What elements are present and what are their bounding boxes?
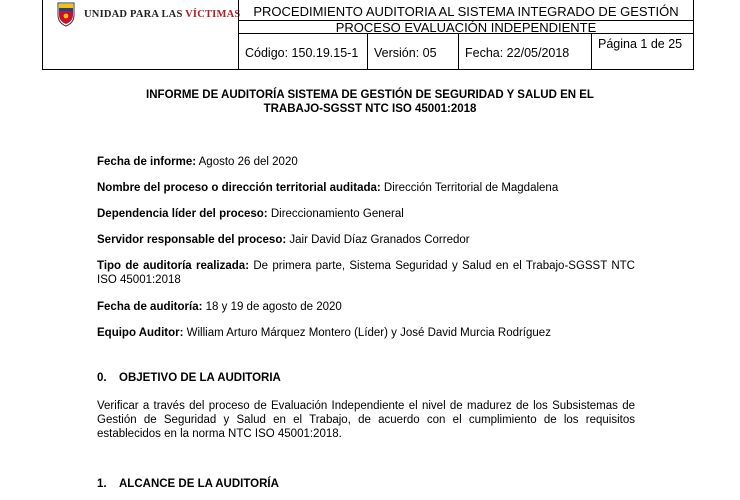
field-label: Equipo Auditor: xyxy=(97,327,184,339)
field-label: Servidor responsable del proceso: xyxy=(97,234,287,246)
field-report-date xyxy=(97,155,635,169)
field-label: Fecha de auditoría: xyxy=(97,301,203,313)
section-heading-scope xyxy=(97,477,279,491)
section-title: ALCANCE DE LA AUDITORÍA xyxy=(119,478,279,490)
field-process-name xyxy=(97,181,635,195)
field-label: Dependencia líder del proceso: xyxy=(97,208,268,220)
field-audit-date xyxy=(97,300,635,314)
logo-red-word: VÍCTIMAS xyxy=(185,9,241,20)
field-value: Direccionamiento General xyxy=(267,208,404,220)
section-number: 1. xyxy=(97,478,107,490)
section-body-objective: Verificar a través del proceso de Evaluación Independiente el nivel de madurez de los Subsistemas de Gestión de Seguridad y Salud en el Trabajo, de acuerdo con el cumplimiento de los requisitos establecidos en la norma NTC ISO 45001:2018. xyxy=(97,400,635,440)
report-title-line1: INFORME DE AUDITORÍA SISTEMA DE GESTIÓN DE SEGURIDAD Y SALUD EN EL xyxy=(146,89,594,101)
page-number: Página 1 de 25 xyxy=(598,37,683,51)
report-title xyxy=(100,88,640,116)
document-code: Código: 150.19.15-1 xyxy=(245,46,359,60)
field-responsible xyxy=(97,233,635,247)
field-audit-type xyxy=(97,259,635,287)
date-cell xyxy=(458,33,592,70)
colombia-shield-icon xyxy=(56,1,76,27)
logo-text-prefix: UNIDAD PARA LAS xyxy=(84,9,186,20)
code-cell xyxy=(238,33,368,70)
field-label: Fecha de informe: xyxy=(97,156,197,168)
version-cell xyxy=(367,33,459,70)
field-value: Jair David Díaz Granados Corredor xyxy=(286,234,470,246)
procedure-title-cell xyxy=(238,0,694,20)
field-lead-unit xyxy=(97,207,635,221)
field-value: Agosto 26 del 2020 xyxy=(196,156,298,168)
document-date: Fecha: 22/05/2018 xyxy=(465,46,570,60)
report-title-line2: TRABAJO-SGSST NTC ISO 45001:2018 xyxy=(263,103,477,115)
section-number: 0. xyxy=(97,372,107,384)
field-label: Nombre del proceso o dirección territorial auditada: xyxy=(97,182,381,194)
field-label: Tipo de auditoría realizada: xyxy=(97,260,250,272)
document-version: Versión: 05 xyxy=(374,46,437,60)
process-title: PROCESO EVALUACIÓN INDEPENDIENTE xyxy=(335,20,597,35)
section-heading-objective xyxy=(97,371,281,385)
field-value: De primera parte, Sistema Seguridad y Salud en el Trabajo-SGSST NTC ISO 45001:2018 xyxy=(97,260,635,286)
field-value: 18 y 19 de agosto de 2020 xyxy=(202,301,342,313)
logo-cell xyxy=(42,0,241,70)
field-audit-team xyxy=(97,326,635,340)
procedure-title: PROCEDIMIENTO AUDITORIA AL SISTEMA INTEGRADO DE GESTIÓN xyxy=(253,4,679,19)
section-title: OBJETIVO DE LA AUDITORIA xyxy=(119,372,281,384)
page-cell xyxy=(591,33,694,70)
document-header xyxy=(42,0,694,70)
field-value: Dirección Territorial de Magdalena xyxy=(380,182,559,194)
process-title-cell xyxy=(238,20,694,34)
field-value: William Arturo Márquez Montero (Líder) y José David Murcia Rodríguez xyxy=(183,327,551,339)
